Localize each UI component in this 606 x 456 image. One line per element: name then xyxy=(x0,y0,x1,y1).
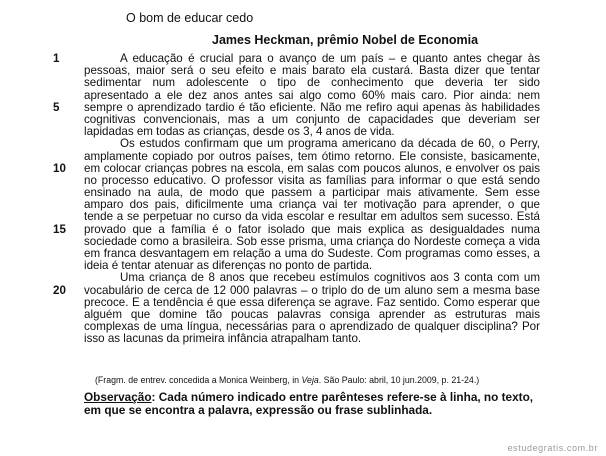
text-line xyxy=(0,151,606,163)
line-text: em colocar crianças pobres na escola, em salas com poucos alunos, e envolver os pais xyxy=(84,161,540,175)
text-line xyxy=(0,77,606,89)
line-number: 15 xyxy=(53,222,66,236)
line-text: isso as lacunas da primeira infância atrapalham tanto. xyxy=(84,332,362,346)
line-text: amplamente copiado por outros países, tem ótimo retorno. Ele consiste, basicamente, xyxy=(84,149,540,163)
line-text: tende a se perpetuar no curso da vida escolar e resultar em adultos sem sucesso. Está xyxy=(84,210,540,224)
source-citation xyxy=(95,375,479,385)
line-text: cognitivas convencionais, mas a um conjunto de capacidades que deveriam ser xyxy=(84,112,540,126)
text-line xyxy=(0,211,606,223)
document-title: O bom de educar cedo xyxy=(126,11,254,25)
line-text: apresentado a ele dez anos antes sai algo como 60% mais caro. Pior ainda: nem xyxy=(84,88,540,102)
text-line xyxy=(0,138,606,150)
source-magazine: Veja xyxy=(301,375,319,385)
source-citation-after: . São Paulo: abril, 10 jun.2009, p. 21-24.) xyxy=(318,375,480,385)
line-text: precoce. E a tendência é que essa diferença se agrave. Faz sentido. Como esperar que xyxy=(84,295,540,309)
line-text: em franca desvantagem em relação a uma do Sudeste. Com programas como esses, a xyxy=(84,247,540,260)
line-text: A educação é crucial para o avanço de um país – e quanto antes chegar às xyxy=(120,52,540,65)
line-text: no processo educativo. O professor visita as famílias para informar o que está sendo xyxy=(84,173,540,187)
line-text: amparo dos pais, dificilmente uma criança vai ter motivação para aprender, o que xyxy=(84,198,540,212)
line-text: pessoas, maior será o seu efeito e mais barato ela custará. Basta dizer que tentar xyxy=(84,64,540,78)
text-line xyxy=(0,285,606,297)
line-text: vocabulário de cerca de 12 000 palavras – o triplo do de um aluno sem a mesma base xyxy=(84,283,540,297)
document-author: James Heckman, prêmio Nobel de Economia xyxy=(212,33,479,47)
text-lines xyxy=(0,53,606,346)
line-text: Uma criança de 8 anos que recebeu estímulos cognitivos aos 3 conta com um xyxy=(120,271,540,285)
line-text: complexas de uma língua, necessárias para o aprendizado de qualquer disciplina? Por xyxy=(84,320,540,334)
line-number: 1 xyxy=(53,52,60,65)
text-line xyxy=(0,90,606,102)
text-line xyxy=(0,333,606,345)
observation-text: : Cada número indicado entre parênteses refere-se à linha, no texto, em que se encontra a palavra, expressão ou frase sublinhada. xyxy=(84,390,534,418)
line-text: sociedade como a brasileira. Sob esse prisma, uma criança do Nordeste começa a vida xyxy=(84,234,540,248)
text-line xyxy=(0,224,606,236)
source-citation-before: (Fragm. de entrev. concedida a Monica Weinberg, in xyxy=(95,375,302,385)
site-watermark: estudegratis.com.br xyxy=(507,443,598,453)
line-number: 10 xyxy=(53,161,66,175)
line-text: alguém que domine tão poucas palavras consiga aprender as estruturas mais xyxy=(84,307,540,321)
line-number: 5 xyxy=(53,100,60,114)
line-text: ensinado na aula, de modo que passem a participar mais ativamente. Sem esse xyxy=(84,186,540,200)
line-text: lapidadas em todas as crianças, desde os 3, 4 anos de vida. xyxy=(84,125,395,139)
line-number: 20 xyxy=(53,283,66,297)
observation-label: Observação xyxy=(84,390,152,404)
line-text: ideia é tentar atenuar as diferenças no ponto de partida. xyxy=(84,259,373,273)
line-text: sedimentar num adolescente o tipo de conhecimento que deveria ter sido xyxy=(84,76,540,90)
text-line xyxy=(0,272,606,284)
observation-note xyxy=(84,391,544,417)
line-text: provado que a família é o fator isolado que mais explica as desigualdades numa xyxy=(84,222,540,236)
line-text: Os estudos confirmam que um programa americano da década de 60, o Perry, xyxy=(120,137,540,151)
line-text: sempre o aprendizado tardio é tão eficiente. Não me refiro aqui apenas às habilidades xyxy=(84,100,540,114)
